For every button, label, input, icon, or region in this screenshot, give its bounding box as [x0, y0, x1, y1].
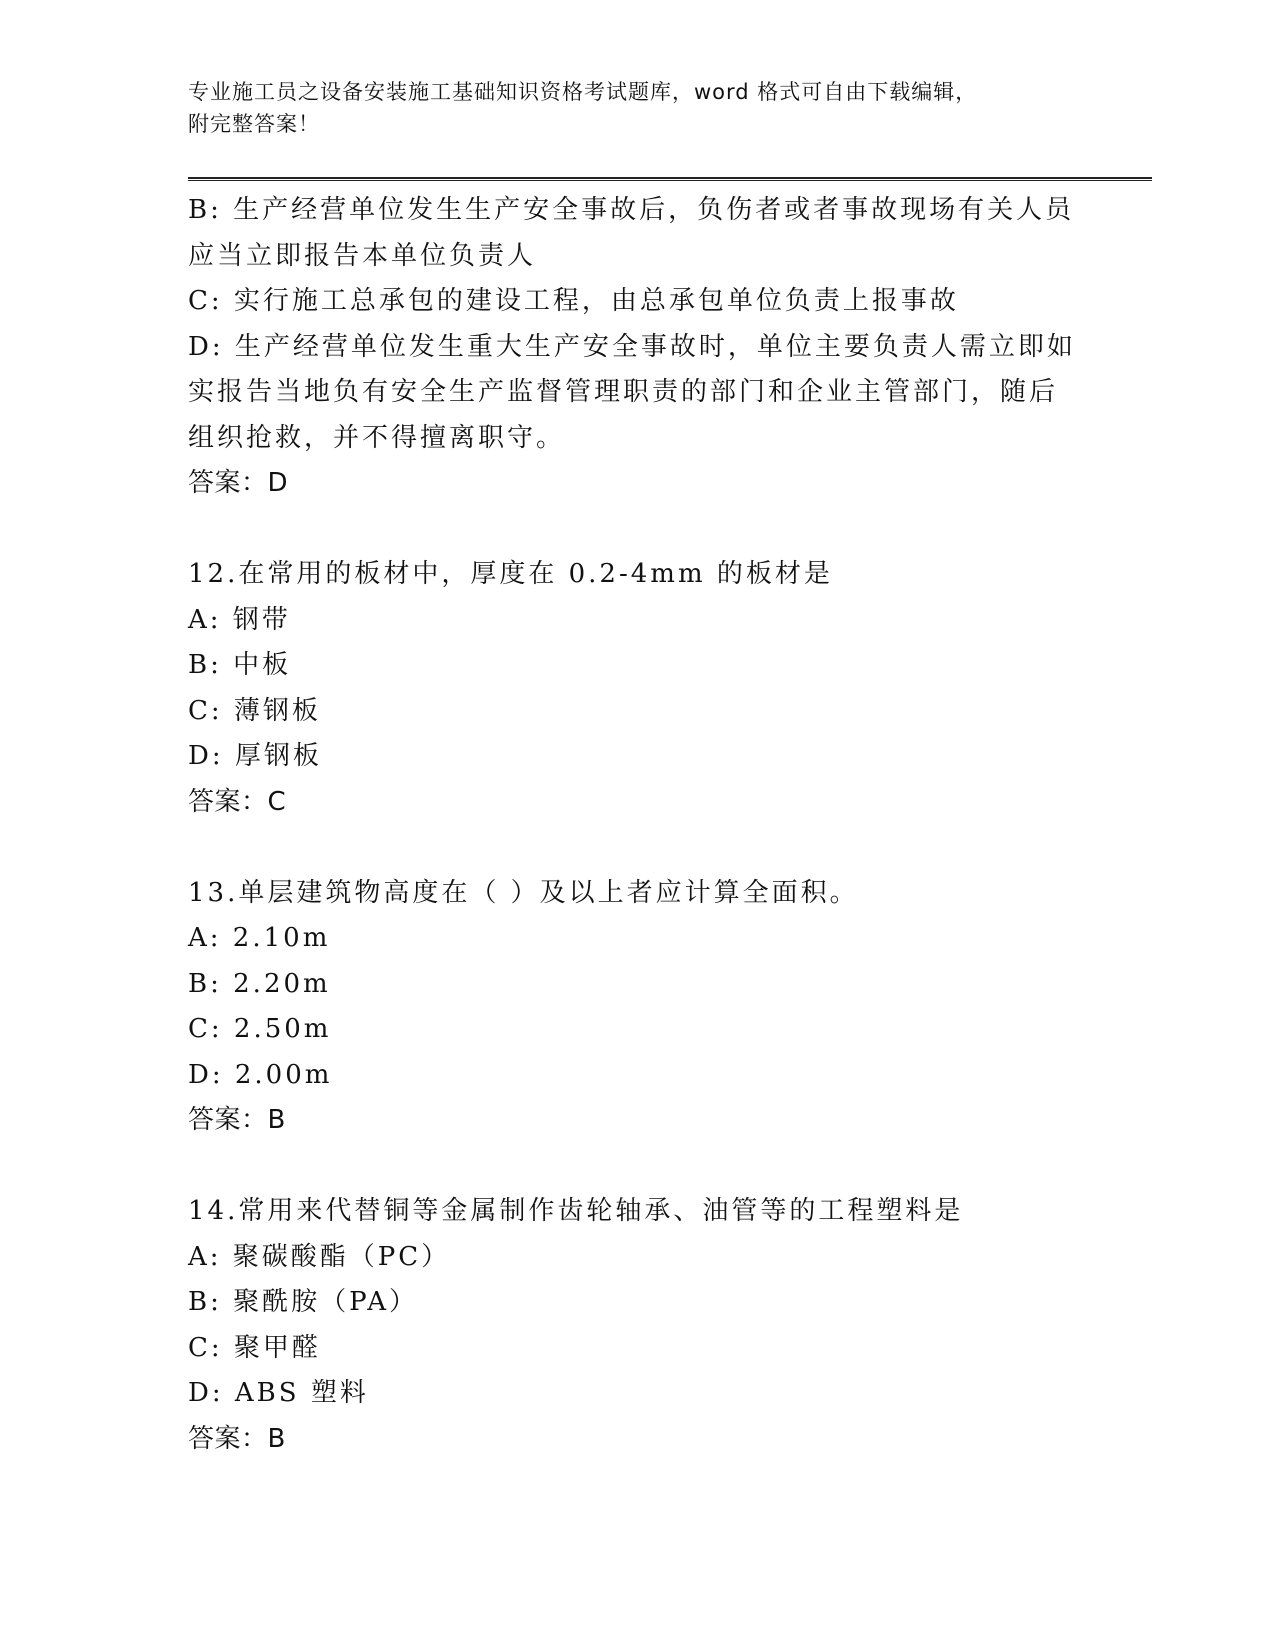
question-11 — [188, 188, 1076, 507]
question-14 — [188, 1189, 1068, 1462]
answer: 答案：B — [188, 1423, 286, 1454]
header-divider — [188, 177, 1152, 181]
question-12 — [188, 552, 1068, 825]
option-d-line-2: 实报告当地负有安全生产监督管理职责的部门和企业主管部门，随后 — [188, 377, 1059, 407]
option-c: C: 薄钢板 — [188, 695, 321, 726]
question-text: 14.常用来代替铜等金属制作齿轮轴承、油管等的工程塑料是 — [188, 1196, 964, 1226]
option-d-line-3: 组织抢救，并不得擅离职守。 — [188, 422, 566, 453]
question-text: 12.在常用的板材中，厚度在 0.2-4mm 的板材是 — [188, 559, 833, 589]
option-b: B: 中板 — [188, 650, 292, 680]
question-list — [188, 188, 1076, 1462]
header-line-1: 专业施工员之设备安装施工基础知识资格考试题库，word 格式可自由下载编辑， — [188, 80, 978, 104]
spacer — [188, 507, 1068, 553]
option-b-line-1: B: 生产经营单位发生生产安全事故后，负伤者或者事故现场有关人员 — [188, 195, 1075, 225]
option-d: D: 厚钢板 — [188, 741, 322, 771]
question-text: 13.单层建筑物高度在（ ）及以上者应计算全面积。 — [188, 877, 859, 908]
answer: 答案：B — [188, 1105, 286, 1135]
option-d: D: 2.00m — [188, 1059, 333, 1090]
option-c: C: 聚甲醛 — [188, 1332, 321, 1363]
spacer — [188, 1144, 1068, 1190]
option-c: C: 实行施工总承包的建设工程，由总承包单位负责上报事故 — [188, 286, 959, 316]
option-a: A: 聚碳酸酯（PC） — [188, 1241, 451, 1272]
option-c: C: 2.50m — [188, 1014, 332, 1044]
question-13 — [188, 871, 1068, 1144]
header-line-2: 附完整答案！ — [188, 112, 320, 136]
spacer — [188, 825, 1068, 871]
answer: 答案：D — [188, 468, 289, 498]
option-d: D: ABS 塑料 — [188, 1378, 369, 1408]
answer: 答案：C — [188, 786, 287, 817]
option-b: B: 聚酰胺（PA） — [188, 1287, 419, 1317]
option-b-line-2: 应当立即报告本单位负责人 — [188, 240, 537, 271]
option-a: A: 钢带 — [188, 604, 291, 635]
option-a: A: 2.10m — [188, 923, 331, 953]
option-d-line-1: D: 生产经营单位发生重大生产安全事故时，单位主要负责人需立即如 — [188, 331, 1076, 362]
document-header — [188, 76, 1068, 140]
option-b: B: 2.20m — [188, 968, 331, 999]
